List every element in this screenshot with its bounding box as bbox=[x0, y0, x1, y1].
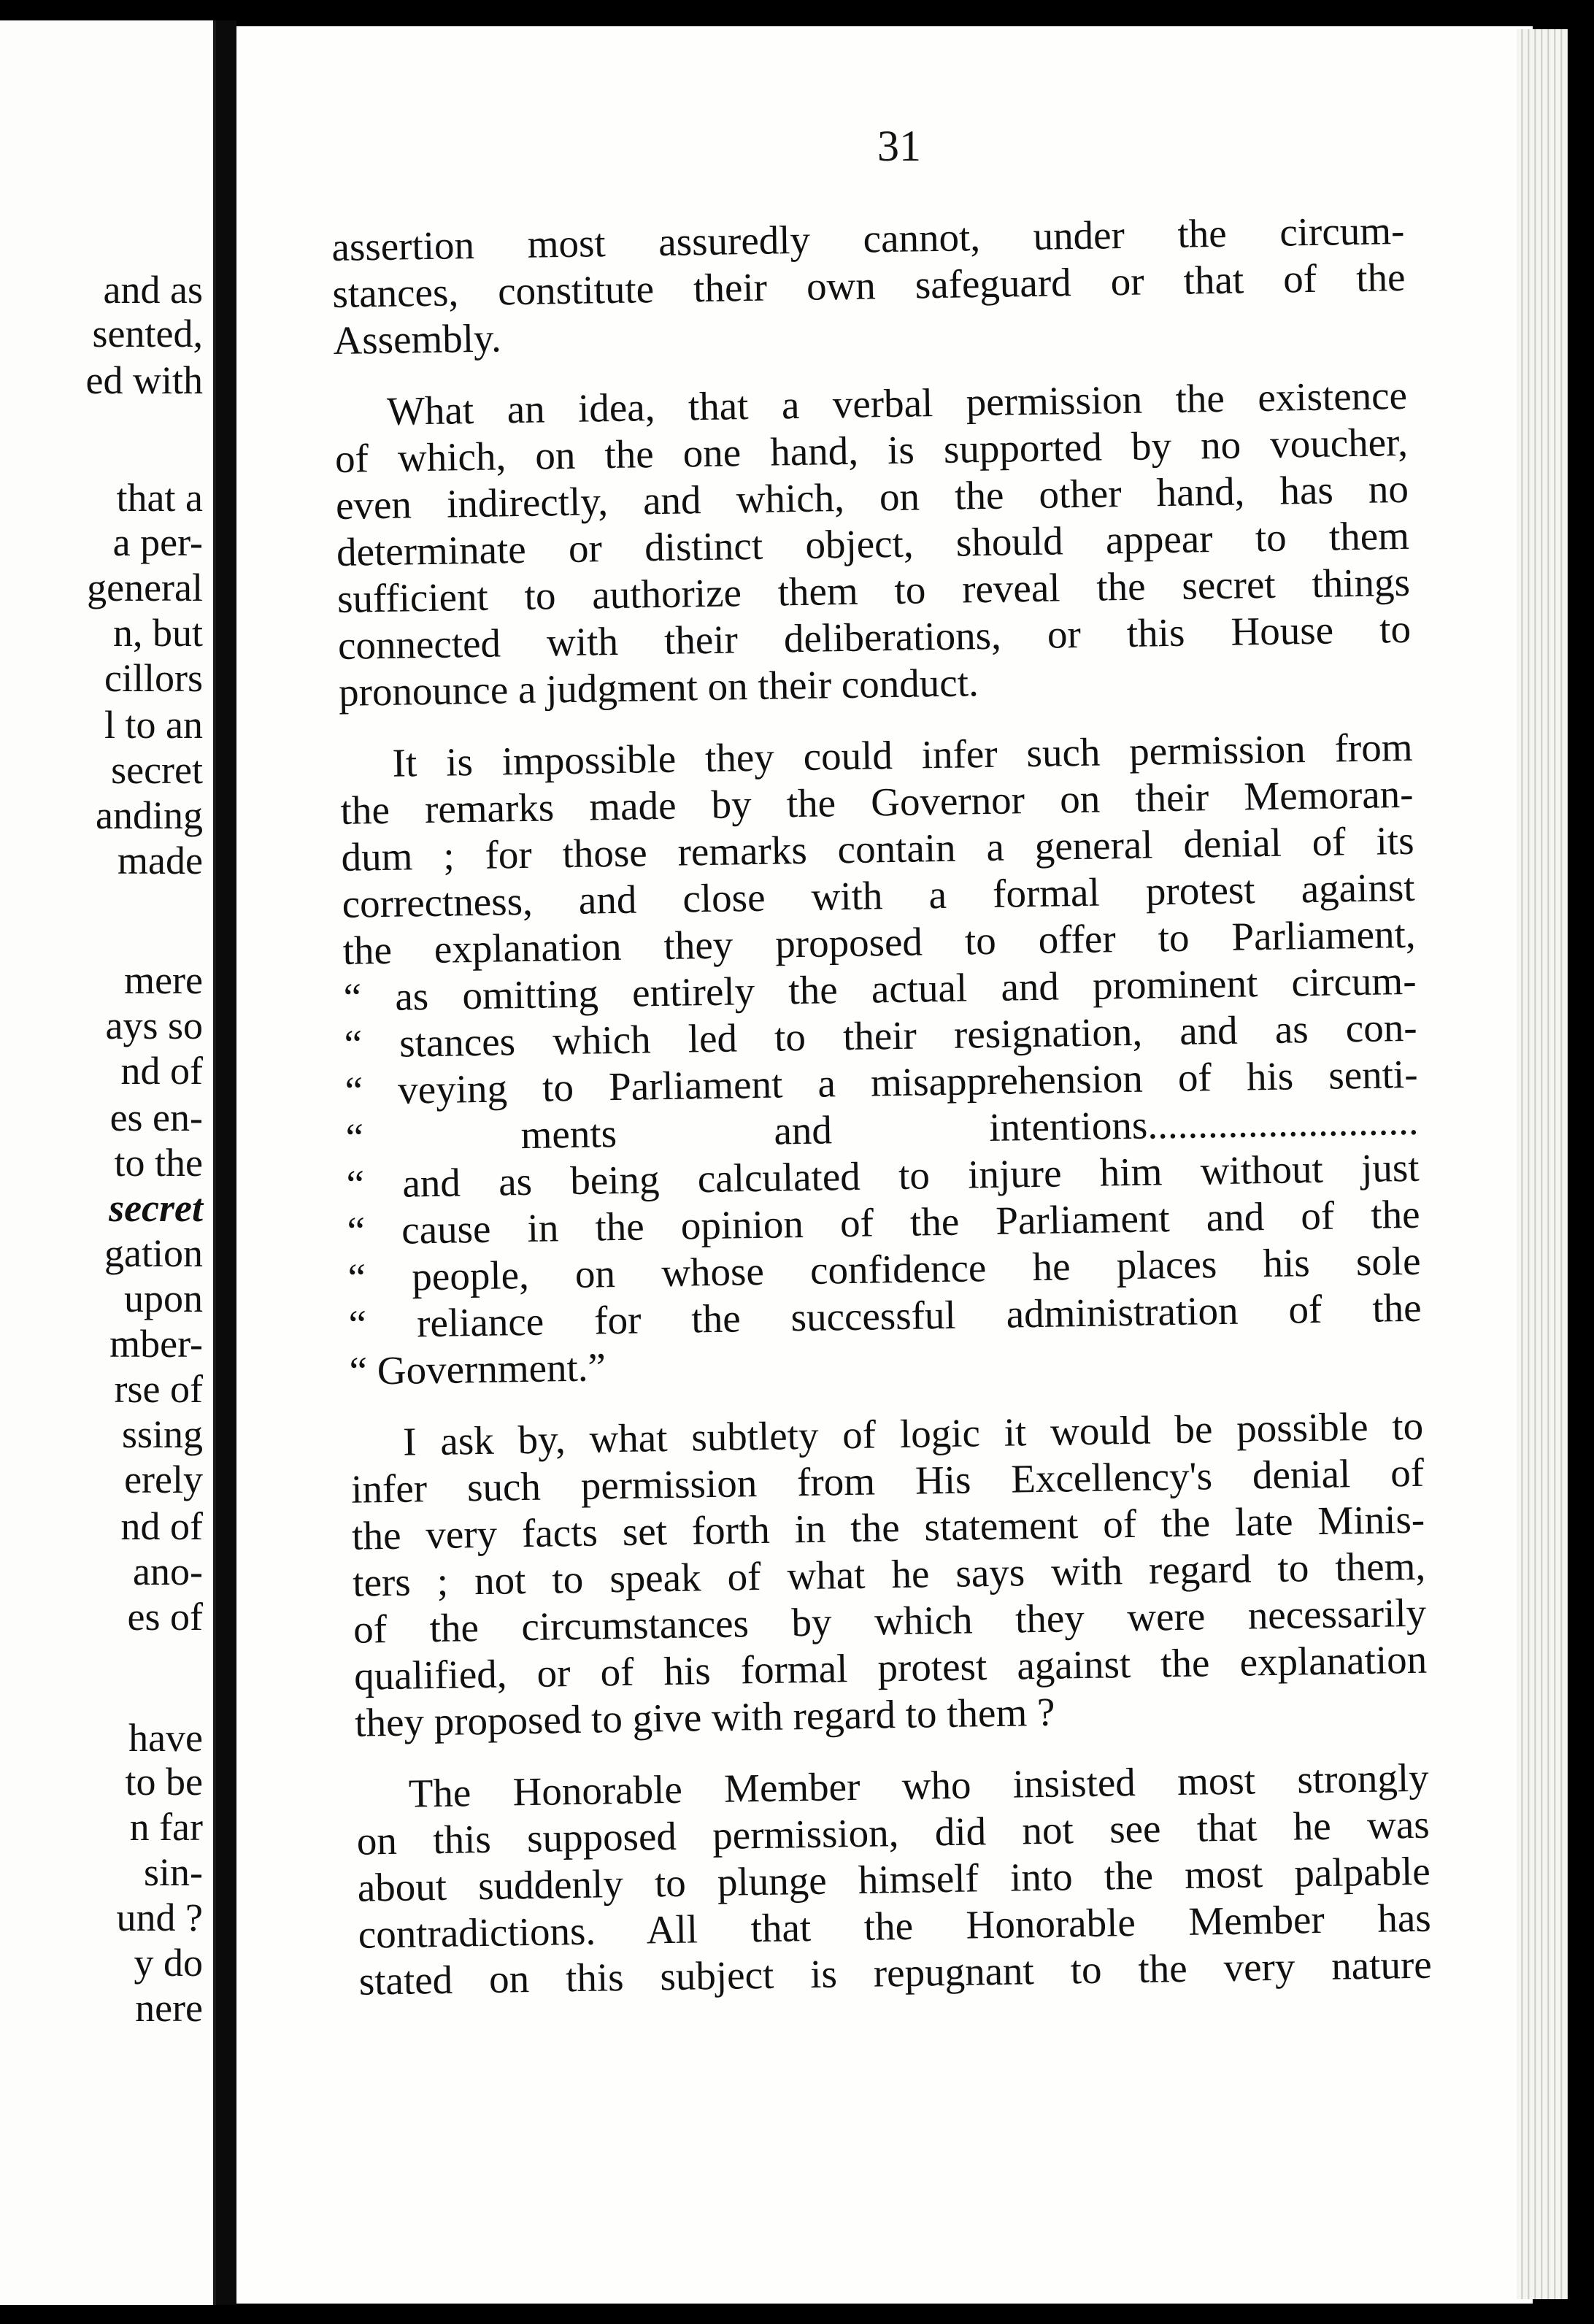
left-page-line: mber- bbox=[109, 1322, 203, 1366]
left-page-line: a per- bbox=[112, 520, 203, 564]
left-page-line: ano- bbox=[133, 1550, 203, 1593]
left-page-line: have bbox=[128, 1716, 203, 1760]
left-page-line: general bbox=[87, 566, 203, 609]
text-line: pronounce a judgment on their conduct. bbox=[338, 660, 979, 715]
left-page-line: nd of bbox=[120, 1049, 203, 1093]
right-page bbox=[236, 26, 1533, 2304]
text-line: infer such permission from His Excellency's denial of bbox=[350, 1450, 1425, 1512]
text-line: ters ; not to speak of what he says with regard to them, bbox=[352, 1543, 1426, 1605]
left-page-line: upon bbox=[124, 1277, 203, 1320]
page-body-text bbox=[331, 207, 1432, 2004]
left-page-line: secret bbox=[109, 1186, 203, 1230]
left-page-line: cillors bbox=[104, 656, 203, 700]
text-line: determinate or distinct object, should appear to them bbox=[336, 512, 1410, 574]
text-line: “ people, on whose confidence he places his sole bbox=[347, 1238, 1421, 1300]
text-line: “ and as being calculated to injure him without just bbox=[346, 1144, 1420, 1207]
text-line: on this supposed permission, did not see that he was bbox=[356, 1801, 1431, 1863]
left-page-line: n, but bbox=[112, 611, 203, 655]
text-line: “ as omitting entirely the actual and prominent circum- bbox=[343, 958, 1417, 1020]
left-page-line: es en- bbox=[109, 1096, 203, 1139]
text-line: “ ments and intentions........................... bbox=[345, 1098, 1419, 1160]
page-edges bbox=[1517, 29, 1568, 2299]
text-line: the explanation they proposed to offer to Parliament, bbox=[342, 911, 1416, 973]
text-line: Assembly. bbox=[333, 315, 502, 363]
text-line: sufficient to authorize them to reveal the secret things bbox=[336, 559, 1411, 621]
left-page-line: und ? bbox=[116, 1896, 203, 1939]
left-page-line: that a bbox=[116, 476, 203, 520]
text-line: assertion most assuredly cannot, under the circum- bbox=[331, 207, 1405, 269]
left-page-line: sented, bbox=[92, 312, 203, 355]
text-line: It is impossible they could infer such permission from bbox=[392, 724, 1413, 785]
text-line: stated on this subject is repugnant to the very nature bbox=[358, 1942, 1433, 2004]
left-page-line: to be bbox=[125, 1760, 203, 1804]
left-facing-page bbox=[0, 20, 216, 2305]
left-page-line: mere bbox=[124, 958, 203, 1002]
text-line: of the circumstances by which they were necessarily bbox=[353, 1590, 1427, 1652]
text-line: “ cause in the opinion of the Parliament and of the bbox=[347, 1191, 1420, 1253]
left-page-line: ays so bbox=[105, 1004, 203, 1047]
book-gutter bbox=[216, 20, 236, 2305]
text-line: correctness, and close with a formal protest against bbox=[342, 864, 1415, 926]
text-line: of which, on the one hand, is supported by no voucher, bbox=[334, 419, 1409, 481]
left-page-line: sin- bbox=[144, 1850, 203, 1894]
left-page-line: rse of bbox=[114, 1367, 203, 1411]
left-page-line: and as bbox=[103, 268, 203, 312]
left-page-line: nd of bbox=[120, 1504, 203, 1548]
text-line: connected with their deliberations, or this House to bbox=[337, 606, 1412, 668]
left-page-line: made bbox=[118, 839, 203, 882]
left-page-line: secret bbox=[111, 748, 203, 792]
left-page-line: anding bbox=[96, 793, 203, 837]
text-line: the remarks made by the Governor on their Memoran- bbox=[340, 771, 1414, 833]
text-line: dum ; for those remarks contain a general denial of its bbox=[341, 817, 1414, 880]
text-line: they proposed to give with regard to them ? bbox=[354, 1689, 1055, 1745]
left-page-line: es of bbox=[127, 1595, 203, 1639]
text-line: “ reliance for the successful administration of the bbox=[348, 1285, 1422, 1347]
text-line: “ veying to Parliament a misapprehension of his senti- bbox=[344, 1051, 1418, 1113]
left-page-line: erely bbox=[124, 1458, 203, 1501]
text-line: The Honorable Member who insisted most strongly bbox=[408, 1755, 1430, 1816]
text-line: I ask by, what subtlety of logic it would be possible to bbox=[402, 1403, 1424, 1464]
left-page-line: l to an bbox=[104, 703, 203, 747]
page-number: 31 bbox=[877, 122, 921, 170]
text-line: What an idea, that a verbal permission the existence bbox=[386, 372, 1408, 434]
text-line: even indirectly, and which, on the other hand, has no bbox=[335, 466, 1409, 528]
text-line: stances, constitute their own safeguard or that of the bbox=[332, 254, 1406, 316]
left-page-line: gation bbox=[104, 1231, 203, 1275]
text-line: about suddenly to plunge himself into the most palpable bbox=[357, 1848, 1431, 1910]
left-page-line: n far bbox=[129, 1805, 203, 1849]
left-page-line: to the bbox=[114, 1141, 203, 1185]
text-line: qualified, or of his formal protest against the explanation bbox=[353, 1636, 1428, 1698]
left-page-line: nere bbox=[135, 1986, 203, 2030]
left-page-line: y do bbox=[134, 1941, 203, 1985]
text-line: “ stances which led to their resignation, and as con- bbox=[344, 1004, 1417, 1066]
left-page-line: ssing bbox=[121, 1412, 203, 1456]
scan-border bbox=[1568, 29, 1594, 2299]
text-line: “ Government.” bbox=[349, 1344, 607, 1393]
left-page-line: ed with bbox=[85, 358, 203, 402]
text-line: contradictions. All that the Honorable Member has bbox=[358, 1895, 1432, 1957]
text-line: the very facts set forth in the statement of the late Minis- bbox=[351, 1496, 1425, 1558]
